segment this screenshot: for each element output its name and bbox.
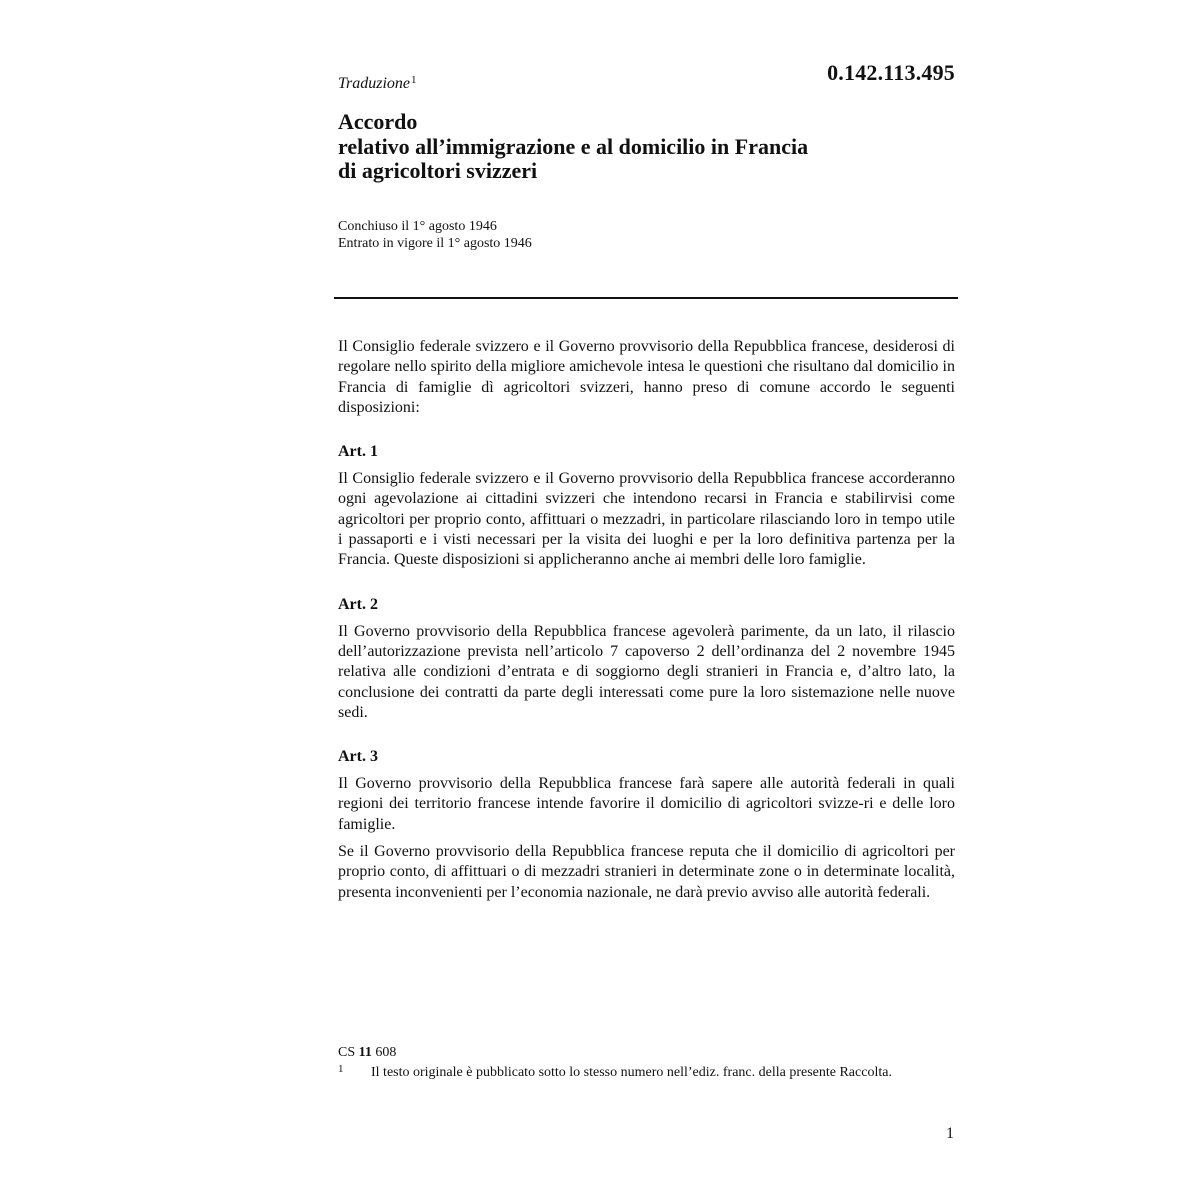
footnote-text: Il testo originale è pubblicato sotto lo stesso numero nell’ediz. franc. della presente Raccolta. — [371, 1065, 892, 1080]
cs-volume: 11 — [358, 1045, 372, 1060]
in-force-date: Entrato in vigore il 1° agosto 1946 — [338, 236, 532, 251]
translation-label-text: Traduzione — [338, 75, 411, 92]
footnote — [338, 1064, 928, 1081]
cs-page: 608 — [375, 1045, 397, 1060]
article-3-paragraph-2: Se il Governo provvisorio della Repubblica francese reputa che il domicilio di agricoltori per proprio conto, di affittuari o di mezzadri stranieri in determinate zone o in determinate località, presenta inconvenienti per l’economia nazionale, ne darà previo avviso alle autorità federali. — [338, 843, 955, 901]
title-line-2: relativo all’immigrazione e al domicilio in Francia — [338, 133, 809, 159]
article-1-heading: Art. 1 — [338, 443, 378, 461]
title-line-3: di agricoltori svizzeri — [338, 158, 538, 183]
article-1-paragraph-1: Il Consiglio federale svizzero e il Governo provvisorio della Repubblica francese accorderanno ogni agevolazione ai cittadini svizzeri che intendono recarsi in Francia e stabilirvisi come agricoltori per proprio conto, affittuari o mezzadri, in particolare rilasciando loro in tempo utile i passaporti e i visti necessari per la visita dei luoghi e per la loro definitiva partenza per la Francia. Queste disposizioni si applicheranno anche ai membri delle loro famiglie. — [338, 470, 955, 569]
preamble: Il Consiglio federale svizzero e il Governo provvisorio della Repubblica francese, desiderosi di regolare nello spirito della migliore amichevole intesa le questioni che risultano dal domicilio in Francia di famiglie dì agricoltori svizzeri, hanno preso di comune accordo le seguenti disposizioni: — [338, 338, 955, 416]
article-3-heading: Art. 3 — [338, 748, 378, 766]
cs-prefix: CS — [338, 1045, 356, 1060]
sr-number: 0.142.113.495 — [827, 60, 955, 85]
footnote-reference[interactable]: 1 — [411, 74, 417, 86]
footnote-marker: 1 — [338, 1063, 344, 1075]
article-2-paragraph-1: Il Governo provvisorio della Repubblica francese agevolerà parimente, da un lato, il rilascio dell’autorizzazione prevista nell’articolo 7 capoverso 2 dell’ordinanza del 2 novembre 1945 relativa alle condizioni d’entrata e di soggiorno degli stranieri in Francia e, d’altro lato, la conclusione dei contratti da parte degli interessati come pure la loro sistemazione nelle nuove sedi. — [338, 622, 955, 721]
document-title — [338, 110, 958, 184]
collection-reference — [338, 1044, 396, 1061]
title-line-1: Accordo — [338, 109, 418, 134]
header-divider — [334, 297, 958, 299]
document-dates — [338, 218, 532, 252]
article-2-heading: Art. 2 — [338, 595, 378, 613]
document-body — [338, 337, 955, 903]
article-3-paragraph-1: Il Governo provvisorio della Repubblica francese farà sapere alle autorità federali in quali regioni dei territorio francese intende favorire il domicilio di agricoltori svizze-ri e delle loro famiglie. — [338, 775, 955, 833]
page-number: 1 — [946, 1125, 954, 1142]
concluded-date: Conchiuso il 1° agosto 1946 — [338, 219, 497, 234]
translation-label — [338, 74, 417, 93]
